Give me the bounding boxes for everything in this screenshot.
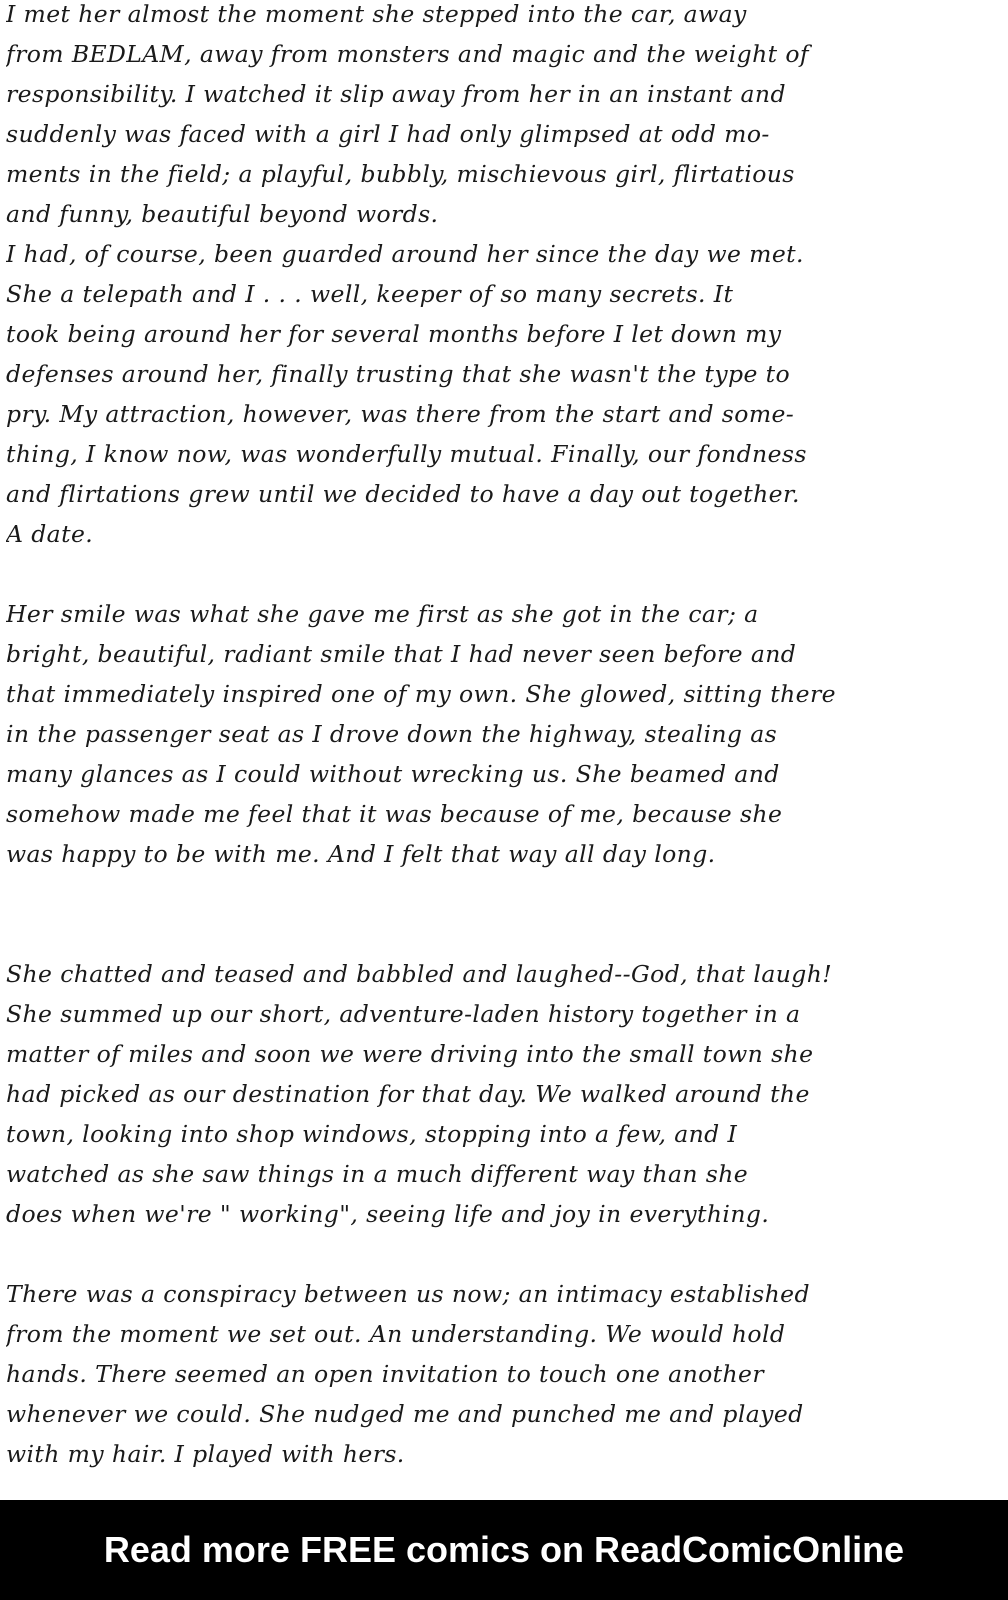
text-line: She summed up our short, adventure-laden history together in a — [6, 1000, 801, 1028]
text-line: whenever we could. She nudged me and punched me and played — [6, 1400, 804, 1428]
text-line: Her smile was what she gave me first as she got in the car; a — [6, 600, 759, 628]
text-line: watched as she saw things in a much different way than she — [6, 1160, 749, 1188]
promo-banner[interactable] — [0, 1500, 1008, 1600]
text-line: She a telepath and I . . . well, keeper of so many secrets. It — [6, 280, 734, 308]
text-line: defenses around her, finally trusting that she wasn't the type to — [6, 360, 791, 388]
text-line: I met her almost the moment she stepped into the car, away — [6, 0, 747, 28]
text-line: somehow made me feel that it was because of me, because she — [6, 800, 783, 828]
text-line: was happy to be with me. And I felt that way all day long. — [6, 840, 716, 868]
text-line: that immediately inspired one of my own. She glowed, sitting there — [6, 680, 836, 708]
text-line: and flirtations grew until we decided to have a day out together. — [6, 480, 800, 508]
promo-banner-text[interactable]: Read more FREE comics on ReadComicOnline — [103, 1529, 905, 1570]
text-line: ments in the field; a playful, bubbly, mischievous girl, flirtatious — [6, 160, 795, 188]
text-line: with my hair. I played with hers. — [6, 1440, 405, 1468]
blank-line — [6, 874, 996, 914]
text-line: bright, beautiful, radiant smile that I had never seen before and — [6, 640, 797, 668]
text-line: town, looking into shop windows, stopping into a few, and I — [6, 1120, 738, 1148]
text-line: many glances as I could without wrecking us. She beamed and — [6, 760, 780, 788]
text-line: matter of miles and soon we were driving into the small town she — [6, 1040, 814, 1068]
text-line: I had, of course, been guarded around her since the day we met. — [6, 240, 804, 268]
blank-line — [6, 554, 996, 594]
text-line: and funny, beautiful beyond words. — [6, 200, 439, 228]
text-line: responsibility. I watched it slip away from her in an instant and — [6, 80, 786, 108]
text-line: had picked as our destination for that day. We walked around the — [6, 1080, 810, 1108]
text-line: A date. — [6, 520, 94, 548]
text-line: thing, I know now, was wonderfully mutual. Finally, our fondness — [6, 440, 807, 468]
text-line: There was a conspiracy between us now; an intimacy established — [6, 1280, 810, 1308]
text-line: took being around her for several months before I let down my — [6, 320, 782, 348]
story-text — [6, 0, 996, 1494]
blank-line — [6, 914, 996, 954]
text-line: pry. My attraction, however, was there from the start and some- — [6, 400, 795, 428]
text-line: does when we're " working", seeing life and joy in everything. — [6, 1200, 770, 1228]
blank-line — [6, 1234, 996, 1274]
text-line: suddenly was faced with a girl I had only glimpsed at odd mo- — [6, 120, 770, 148]
text-line: She chatted and teased and babbled and laughed--God, that laugh! — [6, 960, 833, 988]
text-line: in the passenger seat as I drove down the highway, stealing as — [6, 720, 778, 748]
text-line: from BEDLAM, away from monsters and magic and the weight of — [6, 40, 809, 68]
text-line: from the moment we set out. An understanding. We would hold — [6, 1320, 786, 1348]
text-line: hands. There seemed an open invitation to touch one another — [6, 1360, 764, 1388]
